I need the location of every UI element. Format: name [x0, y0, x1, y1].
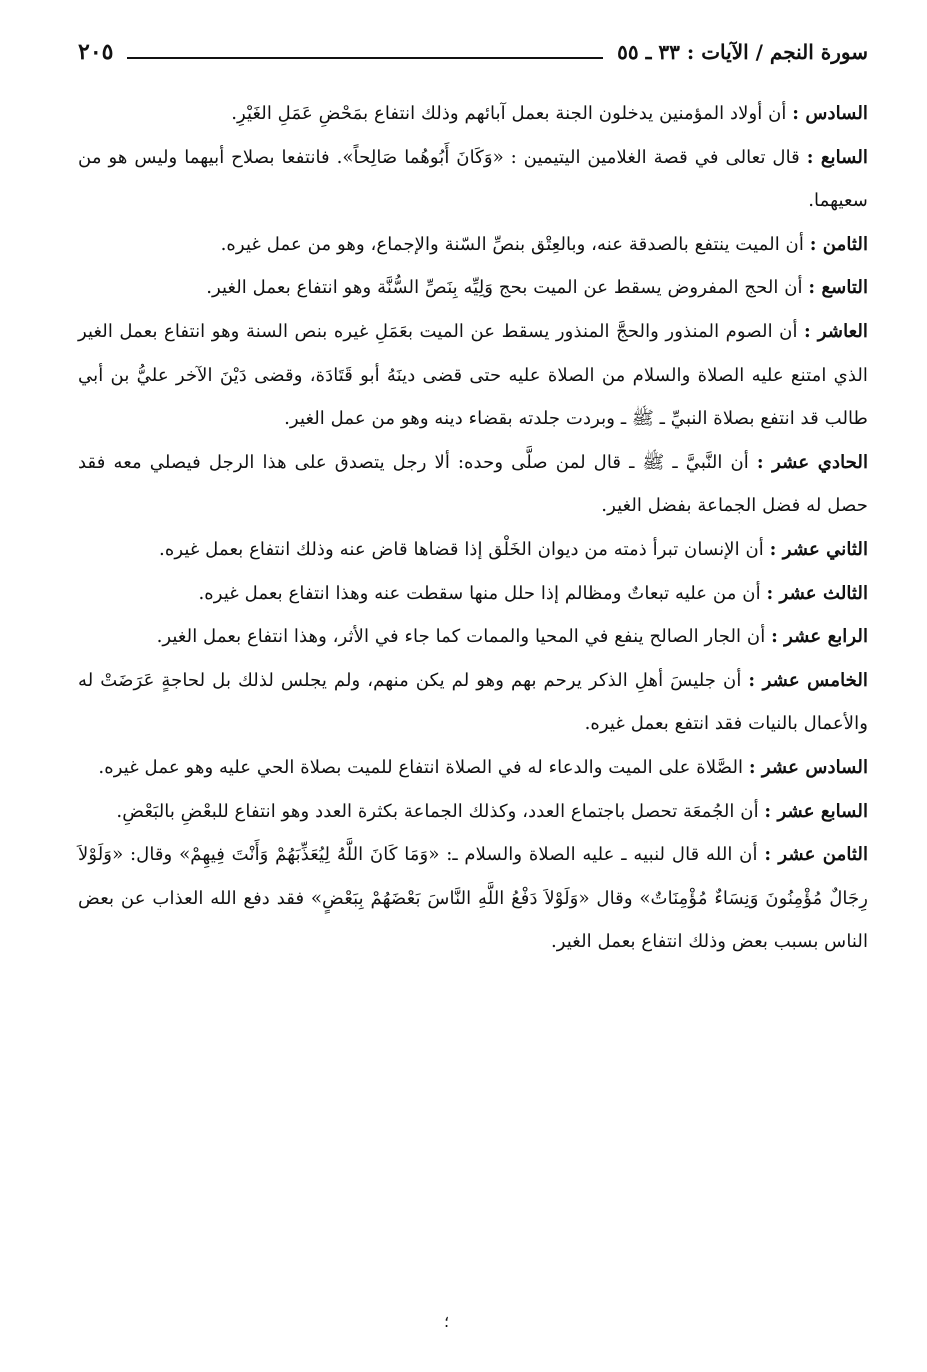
- paragraph-16: [78, 746, 868, 790]
- paragraph-6: [78, 92, 868, 136]
- paragraph-lead: السابع عشر :: [764, 800, 868, 822]
- paragraph-7: [78, 136, 868, 223]
- paragraph-text: أن جليسَ أهلِ الذكر يرحم بهم وهو لم يكن منهم، ولم يجلس لذلك بل لحاجةٍ عَرَضَتْ له والأعمال بالنيات فقد انتفع بعمل غيره.: [78, 669, 868, 735]
- paragraph-lead: التاسع :: [808, 277, 868, 299]
- paragraph-8: [78, 223, 868, 267]
- paragraph-text: أن من عليه تبعاتٌ ومظالم إذا حلل منها سقطت عنه وهذا انتفاع بعمل غيره.: [198, 582, 767, 604]
- paragraph-text: أن الله قال لنبيه ـ عليه الصلاة والسلام ـ: «وَمَا كَانَ اللَّهُ لِيُعَذِّبَهُمْ وَأَنْتَ فِيهِمْ» وقال: «وَلَوْلاَ رِجَالٌ مُؤْمِنُونَ وَنِسَاءٌ مُؤْمِنَاتٌ» وقال «وَلَوْلاَ دَفْعُ اللَّهِ النَّاسَ بَعْضَهُمْ بِبَعْضٍ» فقد دفع الله العذاب عن بعض الناس بسبب بعض وذلك انتفاع بعمل الغير.: [78, 844, 868, 953]
- header-rule: [127, 57, 603, 59]
- paragraph-lead: السادس عشر :: [748, 756, 868, 778]
- paragraph-lead: الثالث عشر :: [766, 582, 868, 604]
- paragraph-lead: السادس :: [792, 103, 868, 124]
- paragraph-9: [78, 266, 868, 310]
- paragraph-lead: الحادي عشر :: [756, 451, 869, 473]
- footer-mark: ؛: [444, 1312, 450, 1331]
- book-page: [78, 30, 868, 1350]
- paragraph-text: أن الصوم المنذور والحجَّ المنذور يسقط عن الميت بعَمَلِ غيره بنص السنة وهو انتفاع بعمل الغير الذي امتنع عليه الصلاة والسلام من الصلاة عليه حتى قضى دينَهُ أبو قَتَادَة، وقضى دَيْنَ الآخر عليُّ بن أبي طالب قد انتفع بصلاة النبيِّ ـ ﷺ ـ وبردت جلدته بقضاء دينه وهو من عمل الغير.: [78, 320, 868, 430]
- page-body: [78, 92, 868, 964]
- paragraph-lead: العاشر :: [804, 320, 868, 342]
- paragraph-17: [78, 790, 868, 834]
- paragraph-text: أن الجُمعَة تحصل باجتماع العدد، وكذلك الجماعة بكثرة العدد وهو انتفاع للبعْضِ بالبَعْضِ.: [116, 800, 765, 822]
- paragraph-lead: الثامن :: [809, 233, 868, 255]
- paragraph-12: [78, 528, 868, 572]
- paragraph-lead: الخامس عشر :: [748, 669, 868, 691]
- paragraph-14: [78, 615, 868, 659]
- page-number: ٢٠٥: [78, 39, 114, 65]
- paragraph-text: أن الميت ينتفع بالصدقة عنه، وبالعِتْق بنصِّ السّنة والإجماع، وهو من عمل غيره.: [220, 233, 810, 255]
- surah-title: سورة النجم / الآيات : ٣٣ ـ ٥٥: [617, 40, 868, 64]
- paragraph-lead: الثاني عشر :: [769, 538, 868, 560]
- paragraph-text: أن الحج المفروض يسقط عن الميت بحج وَلِيِّه بِنَصِّ السُّنَّة وهو انتفاع بعمل الغير.: [206, 277, 809, 299]
- paragraph-11: [78, 441, 868, 528]
- paragraph-18: [78, 833, 868, 964]
- paragraph-text: الصَّلاة على الميت والدعاء له في الصلاة انتفاع للميت بصلاة الحي عليه وهو عمل غيره.: [98, 756, 749, 778]
- paragraph-text: أن النَّبيَّ ـ ﷺ ـ قال لمن صلَّى وحده: ألا رجل يتصدق على هذا الرجل فيصلي معه فقد حصل له فضل الجماعة بفضل الغير.: [78, 451, 868, 517]
- paragraph-13: [78, 572, 868, 616]
- paragraph-text: أن الإنسان تبرأ ذمته من ديوان الخَلْق إذا قضاها قاض عنه وذلك انتفاع بعمل غيره.: [159, 538, 770, 560]
- paragraph-lead: الرابع عشر :: [771, 626, 868, 648]
- running-header: [78, 30, 868, 74]
- paragraph-text: أن الجار الصالح ينفع في المحيا والممات كما جاء في الأثر، وهذا انتفاع بعمل الغير.: [156, 626, 772, 648]
- paragraph-15: [78, 659, 868, 746]
- paragraph-text: أن أولاد المؤمنين يدخلون الجنة بعمل آبائهم وذلك انتفاع بمَحْضِ عَمَلِ الغَيْرِ.: [231, 103, 793, 124]
- paragraph-10: [78, 310, 868, 441]
- paragraph-lead: الثامن عشر :: [764, 844, 868, 866]
- paragraph-lead: السابع :: [806, 146, 868, 168]
- paragraph-text: قال تعالى في قصة الغلامين اليتيمين : «وَكَانَ أَبُوهُما صَالِحاً». فانتفعا بصلاح أبيهما وليس هو من سعيهما.: [78, 146, 868, 212]
